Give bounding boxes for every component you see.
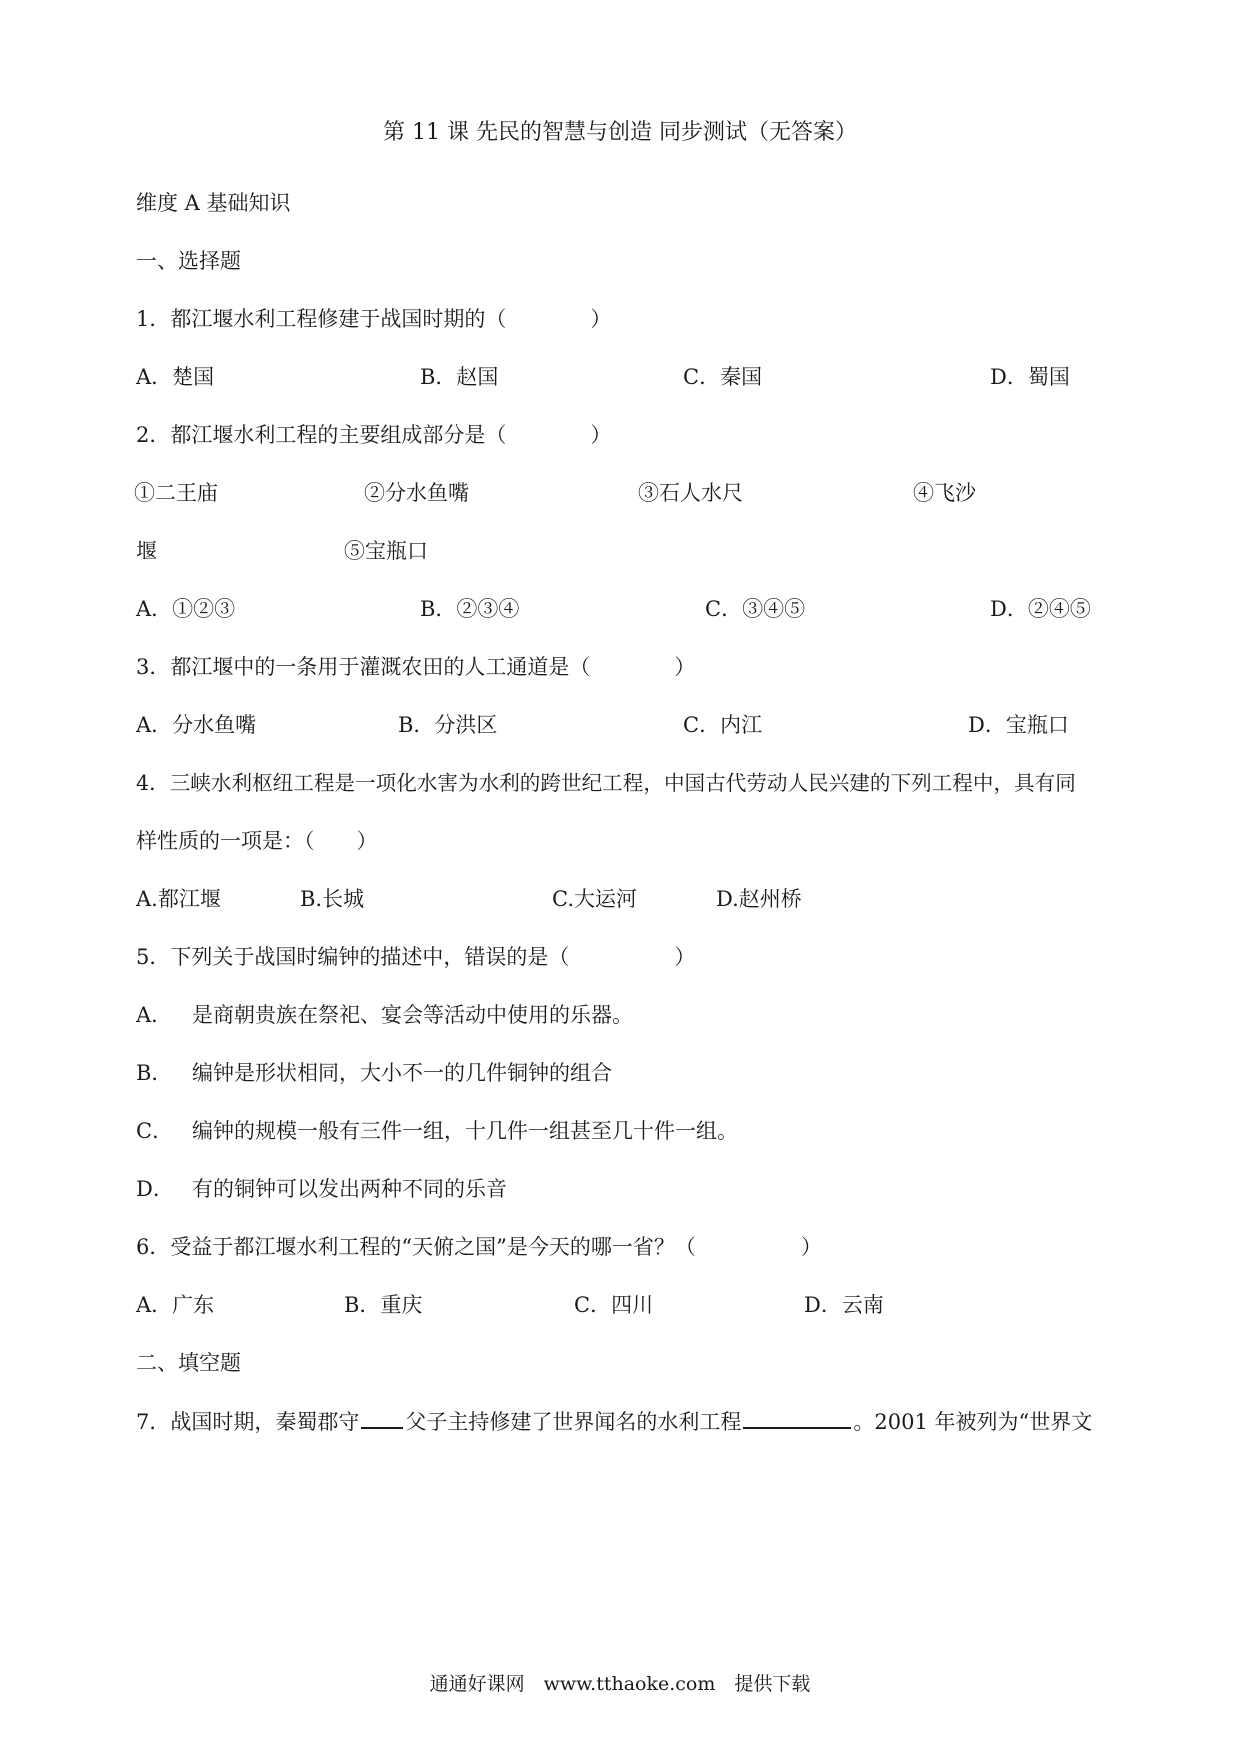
q6-option-a: A．广东 [136, 1293, 215, 1317]
question-4-stem-line2: 样性质的一项是：（ ） [136, 829, 378, 853]
q5-option-b-text: 编钟是形状相同，大小不一的几件铜钟的组合 [192, 1061, 612, 1085]
q3-option-d: D．宝瓶口 [968, 713, 1069, 737]
q1-option-b: B．赵国 [420, 365, 499, 389]
q3-option-c: C．内江 [683, 713, 763, 737]
question-4-stem-line1: 4．三峡水利枢纽工程是一项化水害为水利的跨世纪工程，中国古代劳动人民兴建的下列工程中，具有同 [136, 771, 1076, 795]
question-2-stem: 2．都江堰水利工程的主要组成部分是（ ） [136, 423, 612, 447]
q7-text-1: 7．战国时期，秦蜀郡守 [136, 1410, 360, 1434]
q6-option-c: C．四川 [574, 1293, 654, 1317]
question-6-stem: 6．受益于都江堰水利工程的“天俯之国”是今天的哪一省？（ ） [136, 1235, 822, 1259]
question-3-stem: 3．都江堰中的一条用于灌溉农田的人工通道是（ ） [136, 655, 696, 679]
q2-option-a: A．①②③ [136, 597, 236, 621]
q7-blank-1[interactable] [361, 1407, 403, 1429]
part-heading-fill: 二、填空题 [136, 1351, 241, 1375]
q2-option-d: D．②④⑤ [990, 597, 1091, 621]
q1-option-d: D．蜀国 [990, 365, 1070, 389]
q2-item-5: ⑤宝瓶口 [344, 539, 428, 563]
question-7-stem [136, 1407, 1092, 1436]
q1-option-a: A．楚国 [136, 365, 215, 389]
q5-option-c-letter: C． [136, 1119, 174, 1143]
q4-option-d: D.赵州桥 [716, 887, 802, 911]
q2-item-1: ①二王庙 [134, 481, 218, 505]
q2-item-4: ④飞沙 [913, 481, 976, 505]
q7-blank-2[interactable] [743, 1407, 851, 1429]
q4-option-c: C.大运河 [552, 887, 637, 911]
q2-option-c: C．③④⑤ [705, 597, 806, 621]
question-5-stem: 5．下列关于战国时编钟的描述中，错误的是（ ） [136, 945, 696, 969]
q4-option-a: A.都江堰 [136, 887, 221, 911]
q2-item-4-cont: 堰 [136, 539, 157, 563]
q7-text-2: 父子主持修建了世界闻名的水利工程 [405, 1410, 742, 1434]
q2-option-b: B．②③④ [420, 597, 520, 621]
q6-option-d: D．云南 [804, 1293, 884, 1317]
question-1-stem: 1．都江堰水利工程修建于战国时期的（ ） [136, 307, 612, 331]
q3-option-b: B．分洪区 [398, 713, 498, 737]
q5-option-a-text: 是商朝贵族在祭祀、宴会等活动中使用的乐器。 [192, 1003, 633, 1027]
q6-option-b: B．重庆 [344, 1293, 423, 1317]
q5-option-c-text: 编钟的规模一般有三件一组，十几件一组甚至几十件一组。 [192, 1119, 738, 1143]
q3-option-a: A．分水鱼嘴 [136, 713, 257, 737]
q5-option-a-letter: A． [136, 1003, 173, 1027]
q5-option-b-letter: B． [136, 1061, 173, 1085]
q4-option-b: B.长城 [300, 887, 365, 911]
section-heading: 维度 A 基础知识 [136, 191, 291, 215]
q1-option-c: C．秦国 [683, 365, 763, 389]
q2-item-3: ③石人水尺 [638, 481, 743, 505]
q5-option-d-letter: D． [136, 1177, 174, 1201]
page-title: 第 11 课 先民的智慧与创造 同步测试（无答案） [383, 120, 857, 145]
part-heading-choice: 一、选择题 [136, 249, 241, 273]
q2-item-2: ②分水鱼嘴 [364, 481, 469, 505]
q5-option-d-text: 有的铜钟可以发出两种不同的乐音 [192, 1177, 507, 1201]
footer-source: 通通好课网 www.tthaoke.com 提供下载 [429, 1673, 811, 1695]
q7-text-3: 。2001 年被列为“世界文 [853, 1410, 1093, 1434]
